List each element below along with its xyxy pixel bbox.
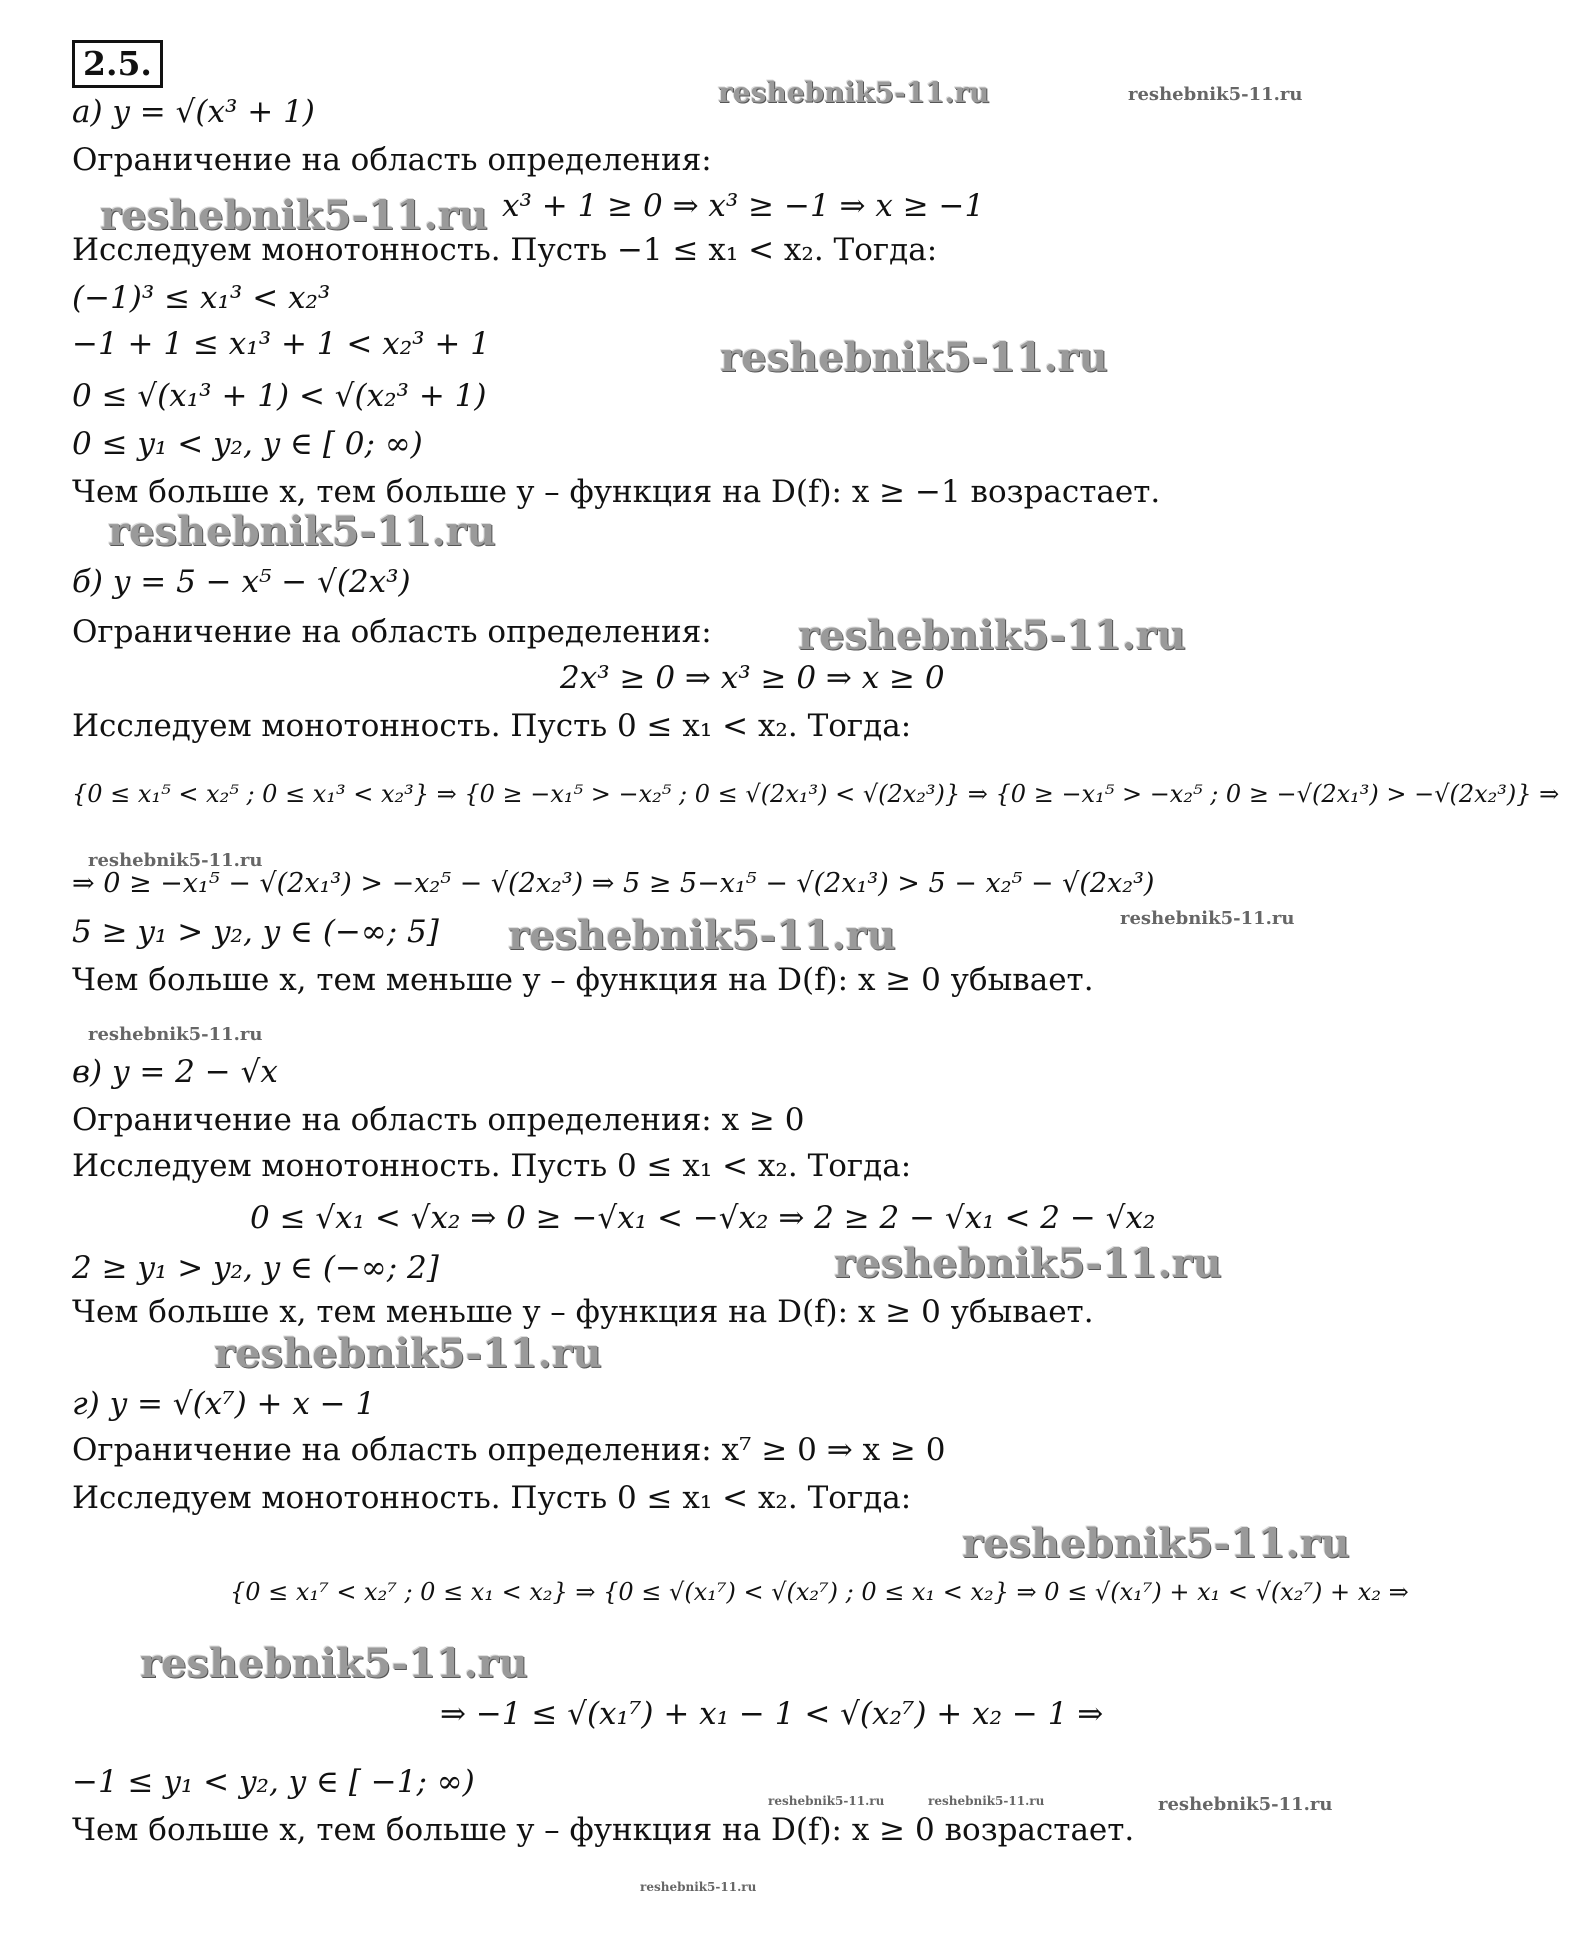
watermark: reshebnik5-11.ru	[768, 1794, 885, 1808]
section-v-title: в) y = 2 − √x	[72, 1054, 278, 1090]
watermark: reshebnik5-11.ru	[720, 334, 1108, 381]
section-g-title: г) y = √(x⁷) + x − 1	[72, 1386, 376, 1422]
section-g-monotonic-intro: Исследуем монотонность. Пусть 0 ≤ x₁ < x₂. Тогда:	[72, 1480, 912, 1516]
section-v-domain: Ограничение на область определения: x ≥ 0	[72, 1102, 805, 1138]
section-g-system: {0 ≤ x₁⁷ < x₂⁷ ; 0 ≤ x₁ < x₂} ⇒ {0 ≤ √(x₁⁷) < √(x₂⁷) ; 0 ≤ x₁ < x₂} ⇒ 0 ≤ √(x₁⁷) + x₁ < √(x₂⁷) + x₂ ⇒	[230, 1578, 1409, 1606]
section-a-step-3: 0 ≤ √(x₁³ + 1) < √(x₂³ + 1)	[72, 378, 487, 414]
watermark: reshebnik5-11.ru	[140, 1640, 528, 1687]
watermark: reshebnik5-11.ru	[834, 1240, 1222, 1287]
watermark: reshebnik5-11.ru	[108, 508, 496, 555]
watermark: reshebnik5-11.ru	[1120, 908, 1295, 929]
section-a-domain-label: Ограничение на область определения:	[72, 142, 712, 178]
section-a-conclusion: Чем больше x, тем больше y – функция на D(f): x ≥ −1 возрастает.	[72, 474, 1161, 510]
section-a-range: 0 ≤ y₁ < y₂, y ∈ [ 0; ∞)	[72, 426, 423, 462]
watermark: reshebnik5-11.ru	[962, 1520, 1350, 1567]
section-v-conclusion: Чем больше x, тем меньше y – функция на D(f): x ≥ 0 убывает.	[72, 1294, 1094, 1330]
section-g-conclusion: Чем больше x, тем больше y – функция на D(f): x ≥ 0 возрастает.	[72, 1812, 1135, 1848]
section-v-monotonic-intro: Исследуем монотонность. Пусть 0 ≤ x₁ < x₂. Тогда:	[72, 1148, 912, 1184]
section-g-domain: Ограничение на область определения: x⁷ ≥ 0 ⇒ x ≥ 0	[72, 1432, 946, 1468]
watermark: reshebnik5-11.ru	[508, 912, 896, 959]
section-v-chain: 0 ≤ √x₁ < √x₂ ⇒ 0 ≥ −√x₁ < −√x₂ ⇒ 2 ≥ 2 − √x₁ < 2 − √x₂	[250, 1200, 1156, 1236]
watermark: reshebnik5-11.ru	[718, 76, 990, 109]
section-a-domain-eq: x³ + 1 ≥ 0 ⇒ x³ ≥ −1 ⇒ x ≥ −1	[502, 188, 985, 224]
watermark: reshebnik5-11.ru	[928, 1794, 1045, 1808]
section-b-system: {0 ≤ x₁⁵ < x₂⁵ ; 0 ≤ x₁³ < x₂³} ⇒ {0 ≥ −x₁⁵ > −x₂⁵ ; 0 ≤ √(2x₁³) < √(2x₂³)} ⇒ {0 ≥ −x₁⁵ > −x₂⁵ ; 0 ≥ −√(2x₁³) > −√(2x₂³)} ⇒	[72, 780, 1560, 808]
section-v-range: 2 ≥ y₁ > y₂, y ∈ (−∞; 2]	[72, 1250, 439, 1286]
section-b-chain: ⇒ 0 ≥ −x₁⁵ − √(2x₁³) > −x₂⁵ − √(2x₂³) ⇒ 5 ≥ 5−x₁⁵ − √(2x₁³) > 5 − x₂⁵ − √(2x₂³)	[72, 868, 1155, 899]
section-a-step-2: −1 + 1 ≤ x₁³ + 1 < x₂³ + 1	[72, 326, 490, 362]
watermark: reshebnik5-11.ru	[214, 1330, 602, 1377]
section-b-domain-eq: 2x³ ≥ 0 ⇒ x³ ≥ 0 ⇒ x ≥ 0	[560, 660, 945, 696]
watermark: reshebnik5-11.ru	[88, 1024, 263, 1045]
section-b-range: 5 ≥ y₁ > y₂, y ∈ (−∞; 5]	[72, 914, 439, 950]
section-a-monotonic-intro: Исследуем монотонность. Пусть −1 ≤ x₁ < x₂. Тогда:	[72, 232, 938, 268]
section-a-title: а) y = √(x³ + 1)	[72, 94, 315, 130]
watermark: reshebnik5-11.ru	[1128, 84, 1303, 105]
section-b-domain-label: Ограничение на область определения:	[72, 614, 712, 650]
section-b-title: б) y = 5 − x⁵ − √(2x³)	[72, 564, 411, 600]
watermark: reshebnik5-11.ru	[640, 1880, 757, 1894]
watermark: reshebnik5-11.ru	[798, 612, 1186, 659]
section-g-chain: ⇒ −1 ≤ √(x₁⁷) + x₁ − 1 < √(x₂⁷) + x₂ − 1 ⇒	[440, 1696, 1104, 1732]
problem-number: 2.5.	[72, 40, 163, 88]
watermark: reshebnik5-11.ru	[1158, 1794, 1333, 1815]
section-b-monotonic-intro: Исследуем монотонность. Пусть 0 ≤ x₁ < x₂. Тогда:	[72, 708, 912, 744]
watermark: reshebnik5-11.ru	[88, 850, 263, 871]
watermark: reshebnik5-11.ru	[100, 192, 488, 239]
section-b-conclusion: Чем больше x, тем меньше y – функция на D(f): x ≥ 0 убывает.	[72, 962, 1094, 998]
section-a-step-1: (−1)³ ≤ x₁³ < x₂³	[72, 280, 331, 316]
section-g-range: −1 ≤ y₁ < y₂, y ∈ [ −1; ∞)	[72, 1764, 475, 1800]
